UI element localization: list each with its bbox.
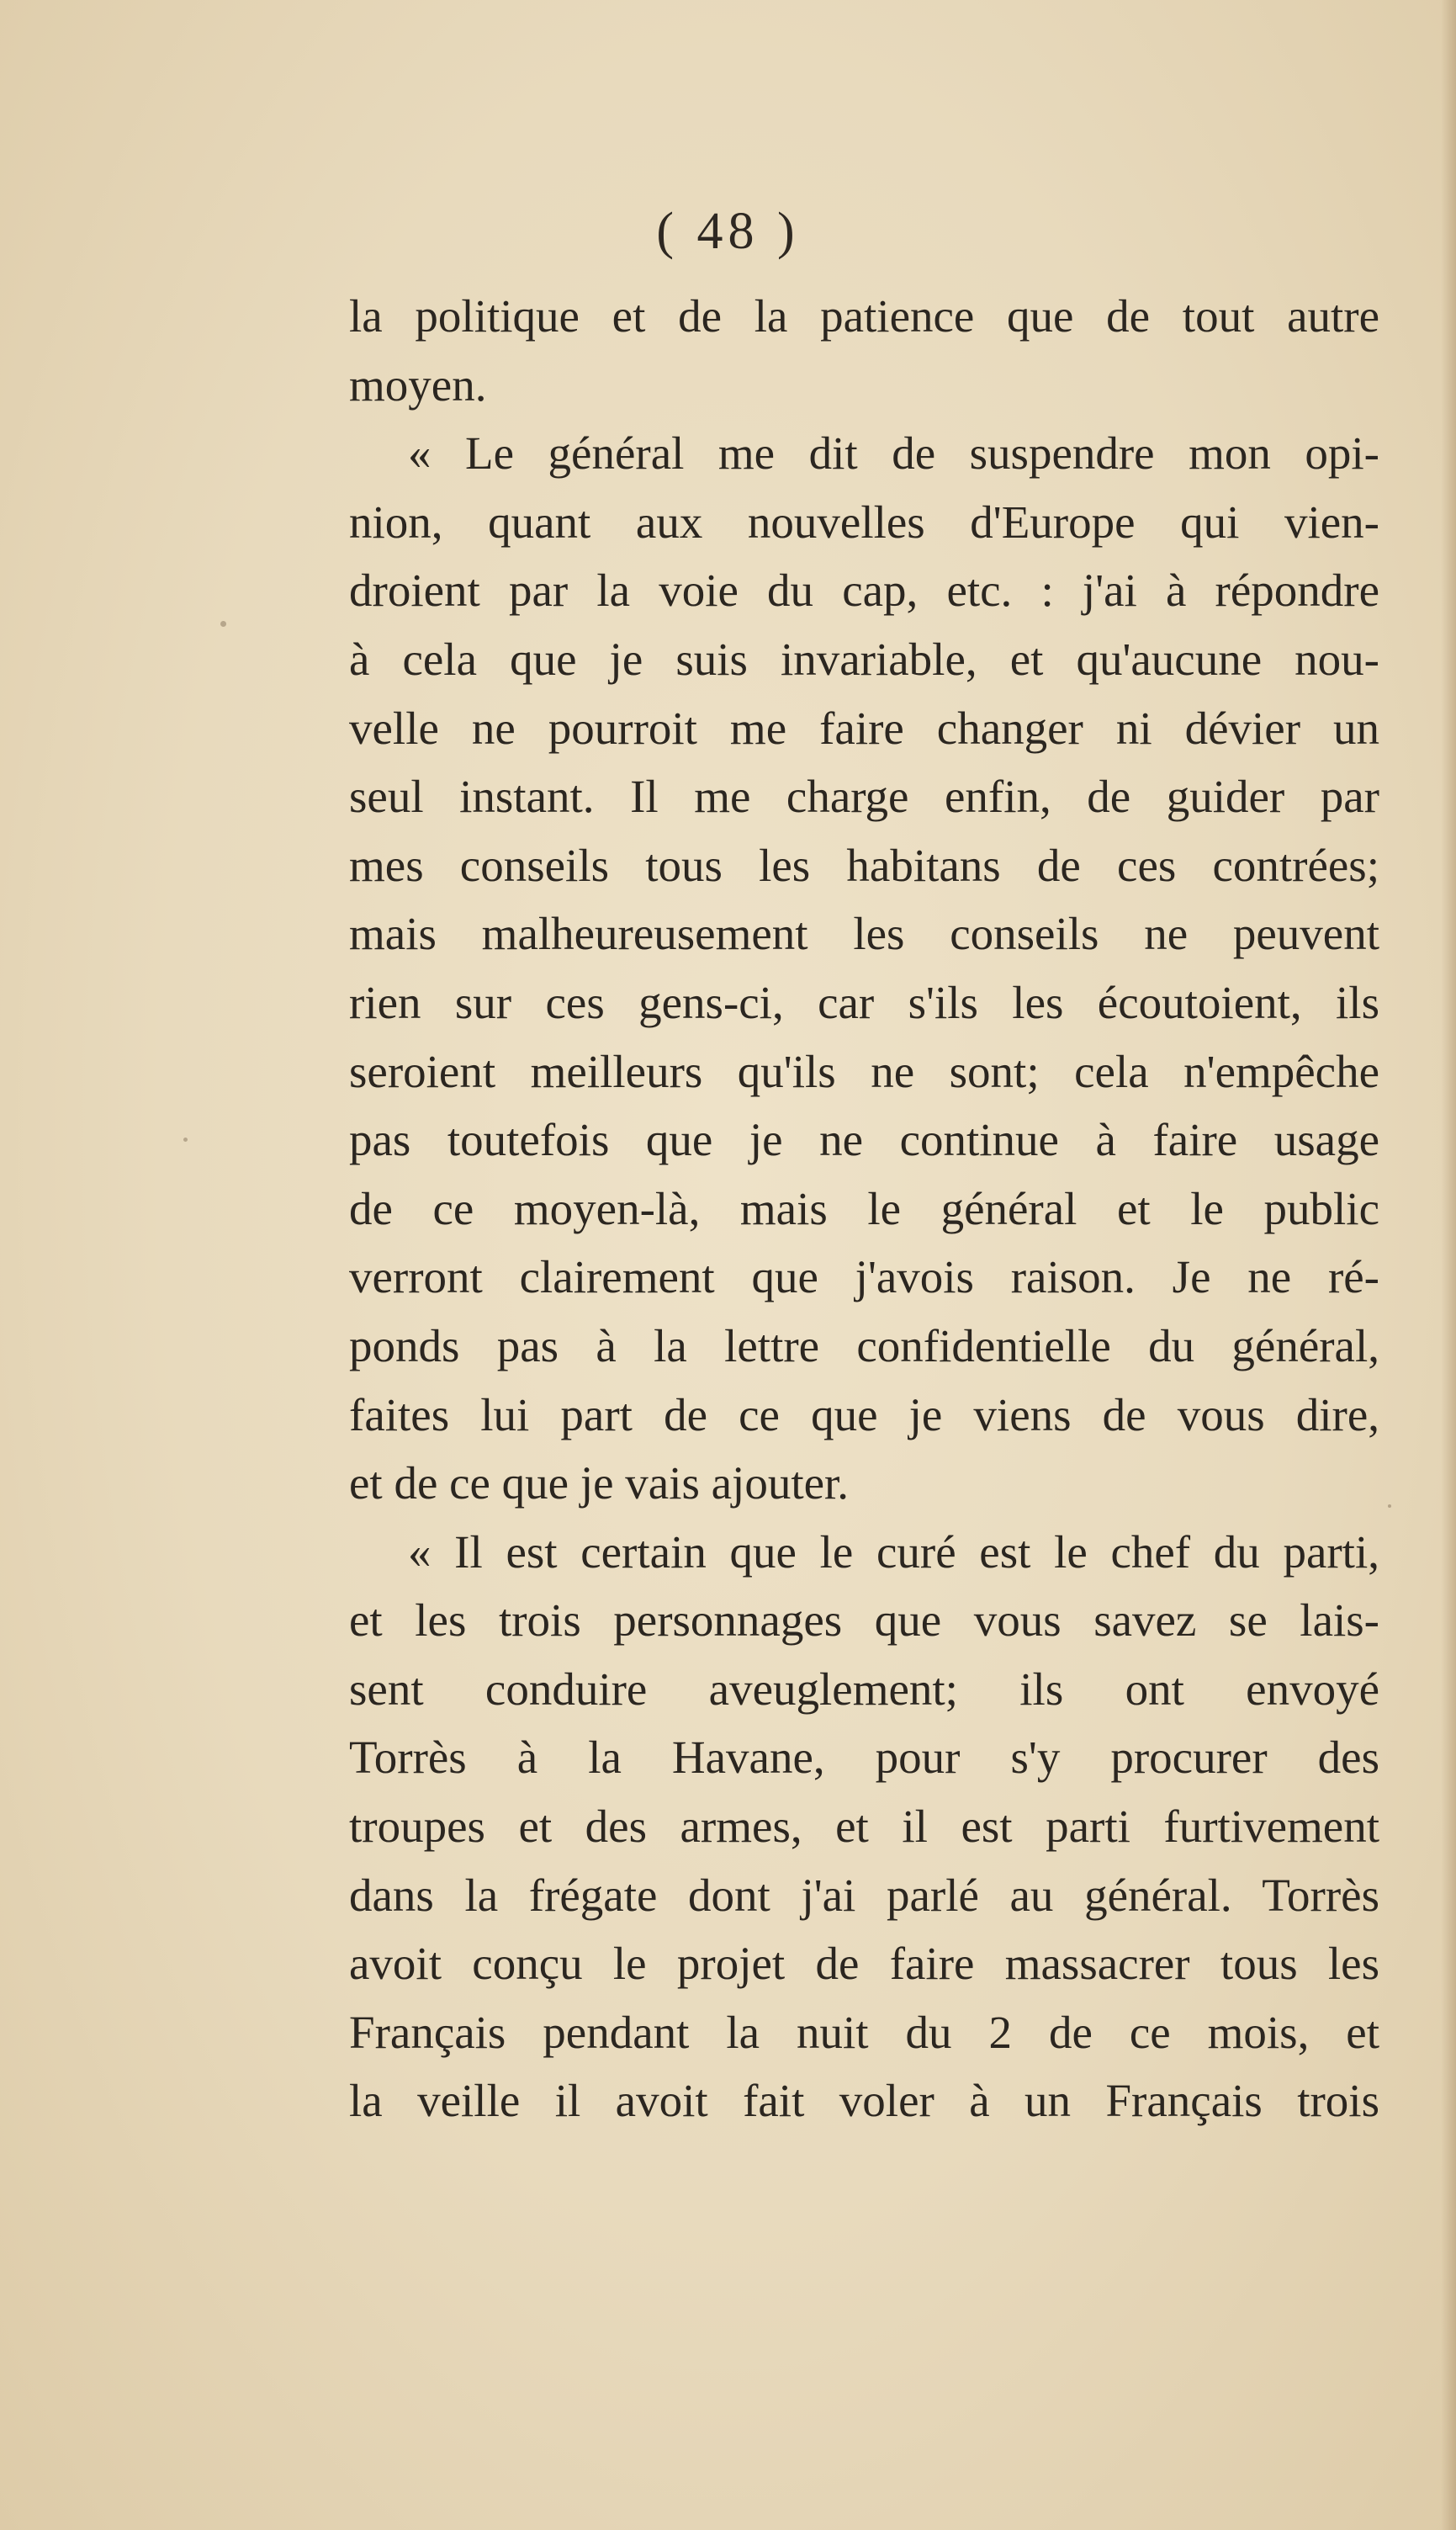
text-line: seroient meilleurs qu'ils ne sont; cela n'empêche <box>349 1045 1379 1097</box>
text-line: verront clairement que j'avois raison. Je ne ré- <box>349 1251 1379 1303</box>
text-line: « Le général me dit de suspendre mon opi- <box>408 427 1379 480</box>
text-line: droient par la voie du cap, etc. : j'ai à répondre <box>349 565 1379 617</box>
page-number: ( 48 ) <box>656 203 800 260</box>
text-line: velle ne pourroit me faire changer ni dévier un <box>349 702 1379 754</box>
text-line: faites lui part de ce que je viens de vous dire, <box>349 1388 1379 1440</box>
text-line: seul instant. Il me charge enfin, de guider par <box>349 771 1379 823</box>
paper-speck <box>220 621 226 627</box>
paper-speck <box>183 1138 188 1142</box>
text-line: rien sur ces gens-ci, car s'ils les écoutoient, ils <box>349 976 1379 1028</box>
text-line: troupes et des armes, et il est parti furtivement <box>349 1801 1379 1853</box>
text-line: pas toutefois que je ne continue à faire usage <box>349 1114 1379 1166</box>
text-line: à cela que je suis invariable, et qu'aucune nou- <box>349 633 1379 685</box>
text-line: dans la frégate dont j'ai parlé au général. Torrès <box>349 1869 1379 1921</box>
text-line: nion, quant aux nouvelles d'Europe qui vien- <box>349 496 1379 548</box>
text-line: ponds pas à la lettre confidentielle du général, <box>349 1319 1379 1371</box>
text-line: et les trois personnages que vous savez se lais- <box>349 1594 1379 1647</box>
text-line: la politique et de la patience que de tout autre <box>349 290 1379 342</box>
body-text <box>349 282 1379 2135</box>
text-line: « Il est certain que le curé est le chef du parti, <box>408 1525 1379 1578</box>
text-line: de ce moyen-là, mais le général et le public <box>349 1182 1379 1234</box>
text-line: avoit conçu le projet de faire massacrer tous les <box>349 1938 1379 1990</box>
text-line: la veille il avoit fait voler à un Français trois <box>349 2075 1379 2127</box>
text-line: Français pendant la nuit du 2 de ce mois, et <box>349 2006 1379 2058</box>
text-line: moyen. <box>349 358 487 411</box>
text-line: et de ce que je vais ajouter. <box>349 1457 850 1509</box>
text-line: mes conseils tous les habitans de ces contrées; <box>349 839 1379 891</box>
text-line: sent conduire aveuglement; ils ont envoyé <box>349 1663 1379 1715</box>
paper-speck <box>1388 1504 1391 1508</box>
page-edge-shadow <box>1441 0 1456 2530</box>
text-line: mais malheureusement les conseils ne peuvent <box>349 908 1379 960</box>
text-line: Torrès à la Havane, pour s'y procurer des <box>349 1732 1379 1784</box>
